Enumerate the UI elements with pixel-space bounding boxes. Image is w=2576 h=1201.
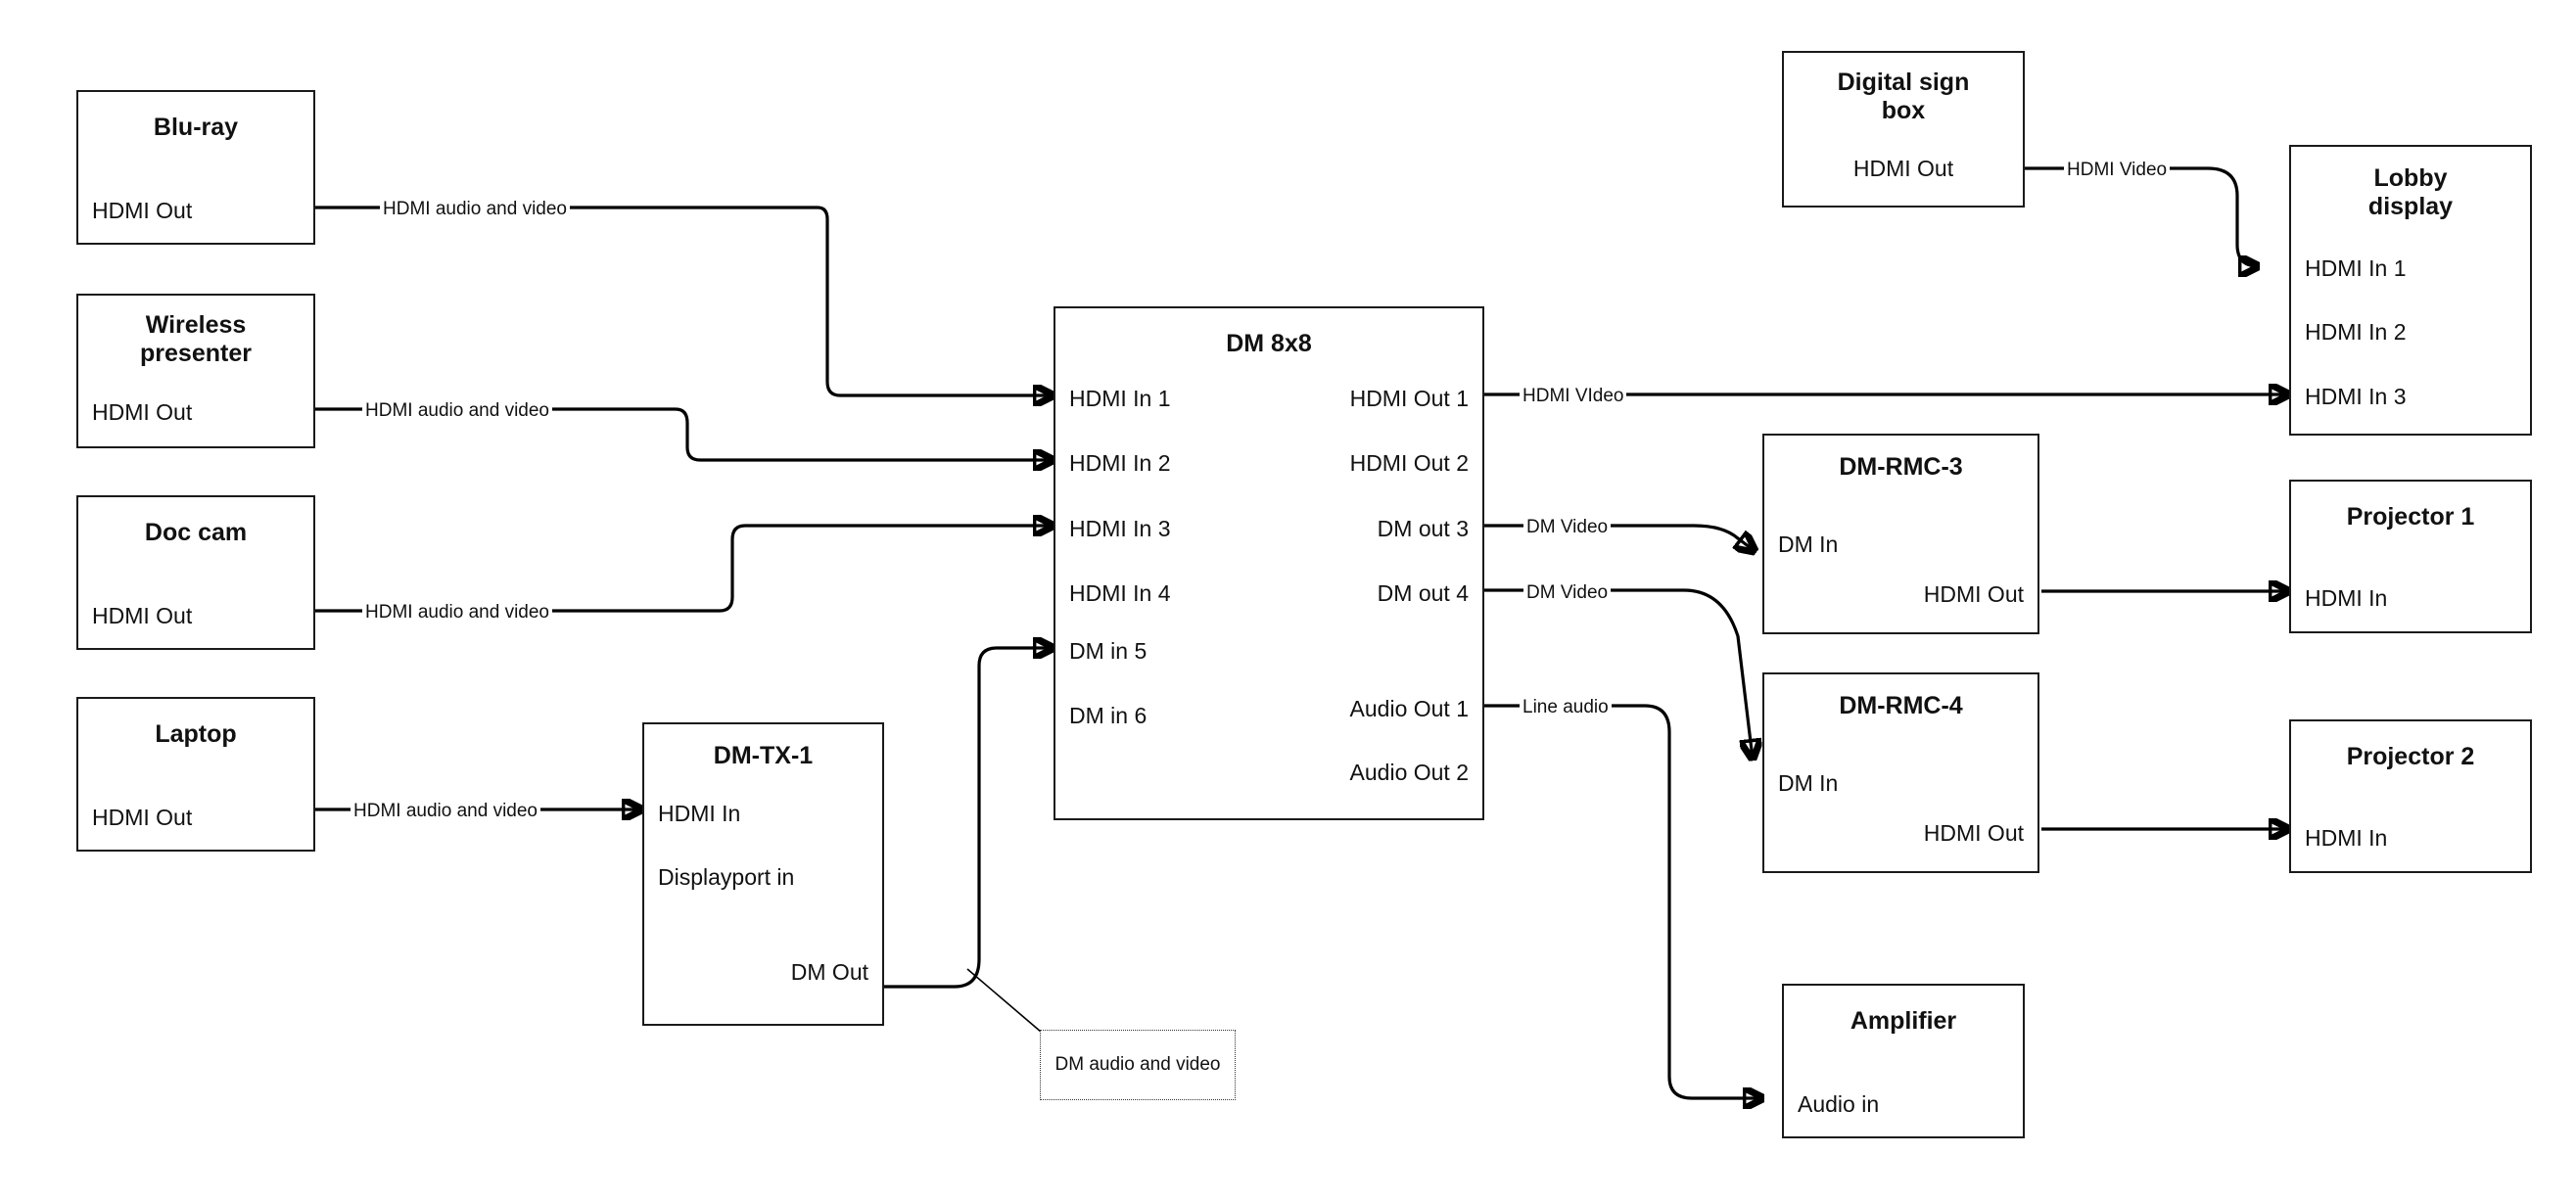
node-bluray[interactable] xyxy=(76,90,315,245)
node-digital-sign-box-title-line1: Digital sign xyxy=(1837,69,1970,96)
node-amplifier-title: Amplifier xyxy=(1850,1007,1957,1035)
node-wireless-presenter[interactable] xyxy=(76,294,315,448)
node-dm-rmc-3-port-dm-in: DM In xyxy=(1778,531,1839,557)
node-dm-8x8-output-audio-out-2: Audio Out 2 xyxy=(1349,760,1469,785)
note-dm-audio-and-video: DM audio and video xyxy=(1040,1030,1236,1100)
node-dm-rmc-3[interactable] xyxy=(1762,434,2039,634)
edge-label-dm-out3-to-rmc3: DM Video xyxy=(1523,516,1611,539)
node-dm-rmc-4-title: DM-RMC-4 xyxy=(1839,692,1963,719)
node-digital-sign-box-port-hdmi-out: HDMI Out xyxy=(1852,156,1954,181)
node-dm-8x8-input-hdmi-in-2: HDMI In 2 xyxy=(1069,450,1171,476)
node-dm-rmc-3-port-hdmi-out: HDMI Out xyxy=(1923,581,2024,607)
node-projector-2[interactable] xyxy=(2289,719,2532,873)
node-projector-1[interactable] xyxy=(2289,480,2532,633)
node-dm-8x8-input-hdmi-in-1: HDMI In 1 xyxy=(1069,386,1171,411)
edge-label-dm-out1-to-lobby: HDMI VIdeo xyxy=(1520,385,1626,408)
node-dm-rmc-4-port-hdmi-out: HDMI Out xyxy=(1923,820,2024,846)
node-wireless-presenter-title-line1: Wireless xyxy=(145,311,247,339)
node-dm-tx-1[interactable] xyxy=(642,722,884,1026)
node-digital-sign-box[interactable] xyxy=(1782,51,2025,208)
node-amplifier[interactable] xyxy=(1782,984,2025,1138)
node-laptop[interactable] xyxy=(76,697,315,852)
node-dm-8x8-input-hdmi-in-4: HDMI In 4 xyxy=(1069,580,1171,606)
node-doc-cam-title: Doc cam xyxy=(144,519,248,546)
node-laptop-port-hdmi-out: HDMI Out xyxy=(92,805,193,830)
node-dm-8x8-input-dm-in-6: DM in 6 xyxy=(1069,703,1147,728)
edge-label-wireless-to-dm: HDMI audio and video xyxy=(362,399,552,423)
node-dm-8x8-title: DM 8x8 xyxy=(1226,330,1312,357)
node-lobby-display-title-line1: Lobby xyxy=(2373,164,2448,192)
node-laptop-title: Laptop xyxy=(155,720,237,748)
node-dm-rmc-3-title: DM-RMC-3 xyxy=(1839,453,1963,481)
node-dm-rmc-4-port-dm-in: DM In xyxy=(1778,770,1839,796)
node-dm-tx-1-port-displayport-in: Displayport in xyxy=(658,864,795,890)
node-projector-1-port-hdmi-in: HDMI In xyxy=(2305,585,2388,611)
node-lobby-display-port-hdmi-in-1: HDMI In 1 xyxy=(2305,255,2407,281)
node-dm-rmc-4[interactable] xyxy=(1762,672,2039,873)
node-wireless-presenter-title-line2: presenter xyxy=(140,340,252,367)
node-dm-8x8-output-dm-out-4: DM out 4 xyxy=(1377,580,1469,606)
node-dm-8x8-output-dm-out-3: DM out 3 xyxy=(1377,516,1469,541)
edge-label-laptop-to-tx: HDMI audio and video xyxy=(351,800,540,823)
node-projector-1-title: Projector 1 xyxy=(2346,503,2475,531)
node-projector-2-port-hdmi-in: HDMI In xyxy=(2305,825,2388,851)
node-digital-sign-box-title-line2: box xyxy=(1881,97,1926,124)
node-wireless-presenter-port-hdmi-out: HDMI Out xyxy=(92,399,193,425)
edge-label-dm-out4-to-rmc4: DM Video xyxy=(1523,581,1611,605)
node-lobby-display-port-hdmi-in-2: HDMI In 2 xyxy=(2305,319,2407,345)
node-lobby-display-port-hdmi-in-3: HDMI In 3 xyxy=(2305,384,2407,409)
node-dm-tx-1-port-hdmi-in: HDMI In xyxy=(658,801,741,826)
node-dm-8x8-input-dm-in-5: DM in 5 xyxy=(1069,638,1147,664)
node-amplifier-port-audio-in: Audio in xyxy=(1798,1091,1880,1117)
node-lobby-display-title-line2: display xyxy=(2367,193,2454,220)
edge-label-bluray-to-dm: HDMI audio and video xyxy=(380,198,570,221)
node-dm-tx-1-title: DM-TX-1 xyxy=(713,742,814,769)
node-dm-8x8-input-hdmi-in-3: HDMI In 3 xyxy=(1069,516,1171,541)
edge-label-dm-audio-to-amp: Line audio xyxy=(1520,696,1612,719)
edge-label-signbox-to-lobby: HDMI Video xyxy=(2064,159,2170,182)
node-lobby-display[interactable] xyxy=(2289,145,2532,436)
node-dm-tx-1-port-dm-out: DM Out xyxy=(790,959,868,985)
node-bluray-title: Blu-ray xyxy=(153,114,239,141)
node-dm-8x8-output-audio-out-1: Audio Out 1 xyxy=(1349,696,1469,721)
edge-label-doccam-to-dm: HDMI audio and video xyxy=(362,601,552,624)
node-dm-8x8[interactable] xyxy=(1054,306,1484,820)
node-dm-8x8-output-hdmi-out-1: HDMI Out 1 xyxy=(1349,386,1469,411)
node-bluray-port-hdmi-out: HDMI Out xyxy=(92,198,193,223)
node-projector-2-title: Projector 2 xyxy=(2346,743,2475,770)
node-doc-cam[interactable] xyxy=(76,495,315,650)
node-dm-8x8-output-hdmi-out-2: HDMI Out 2 xyxy=(1349,450,1469,476)
node-doc-cam-port-hdmi-out: HDMI Out xyxy=(92,603,193,628)
